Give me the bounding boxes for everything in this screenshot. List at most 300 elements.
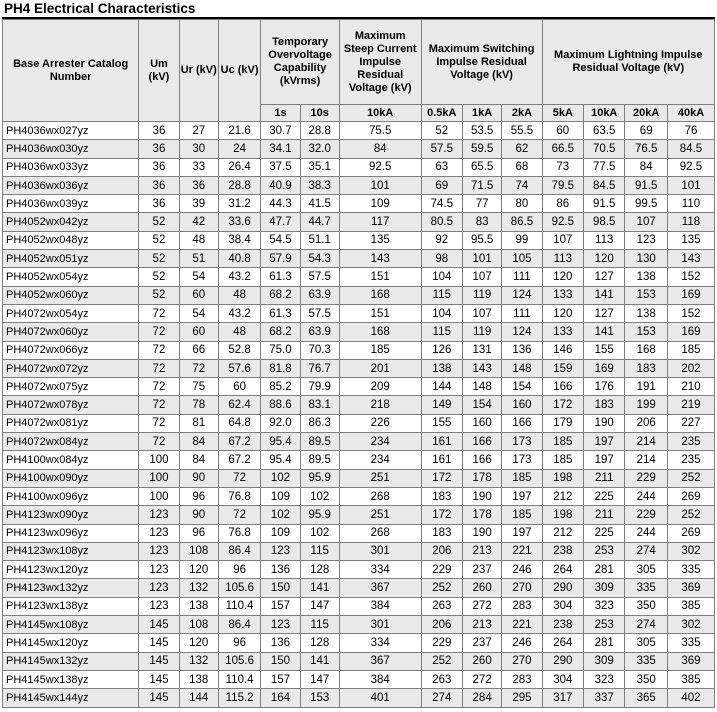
cell-sw-05ka: 229 bbox=[421, 561, 462, 579]
cell-catalog-number: PH4052wx060yz bbox=[3, 286, 139, 304]
cell-sw-1ka: 284 bbox=[463, 689, 502, 707]
cell-uc: 33.6 bbox=[218, 213, 261, 231]
cell-tov-10s: 44.7 bbox=[300, 213, 339, 231]
table-row bbox=[3, 304, 715, 322]
cell-um: 36 bbox=[139, 122, 179, 140]
cell-li-5ka: 238 bbox=[542, 542, 583, 560]
cell-uc: 105.6 bbox=[218, 579, 261, 597]
cell-li-40ka: 101 bbox=[667, 176, 714, 194]
cell-li-20ka: 168 bbox=[625, 341, 668, 359]
table-row bbox=[3, 689, 715, 707]
cell-ur: 60 bbox=[179, 286, 218, 304]
table-row bbox=[3, 414, 715, 432]
cell-sw-05ka: 74.5 bbox=[421, 195, 462, 213]
cell-sw-05ka: 52 bbox=[421, 122, 462, 140]
cell-sw-2ka: 221 bbox=[502, 542, 542, 560]
cell-sw-1ka: 119 bbox=[463, 323, 502, 341]
cell-uc: 67.2 bbox=[218, 451, 261, 469]
cell-sw-1ka: 59.5 bbox=[463, 140, 502, 158]
cell-catalog-number: PH4100wx090yz bbox=[3, 469, 139, 487]
cell-tov-10s: 38.3 bbox=[300, 176, 339, 194]
cell-catalog-number: PH4072wx078yz bbox=[3, 396, 139, 414]
cell-steep-10ka: 201 bbox=[339, 359, 421, 377]
cell-li-20ka: 229 bbox=[625, 469, 668, 487]
cell-sw-1ka: 101 bbox=[463, 250, 502, 268]
header-lightning: Maximum Lightning Impulse Residual Voltage (kV) bbox=[542, 20, 714, 105]
cell-sw-2ka: 160 bbox=[502, 396, 542, 414]
cell-tov-10s: 63.9 bbox=[300, 323, 339, 341]
cell-sw-1ka: 166 bbox=[463, 451, 502, 469]
table-row bbox=[3, 195, 715, 213]
cell-li-40ka: 210 bbox=[667, 378, 714, 396]
cell-catalog-number: PH4036wx027yz bbox=[3, 122, 139, 140]
cell-um: 72 bbox=[139, 378, 179, 396]
cell-li-10ka: 225 bbox=[584, 487, 625, 505]
table-row bbox=[3, 506, 715, 524]
cell-sw-05ka: 206 bbox=[421, 542, 462, 560]
cell-tov-1s: 109 bbox=[261, 524, 300, 542]
cell-li-40ka: 235 bbox=[667, 451, 714, 469]
cell-sw-1ka: 83 bbox=[463, 213, 502, 231]
cell-steep-10ka: 251 bbox=[339, 469, 421, 487]
cell-tov-1s: 123 bbox=[261, 542, 300, 560]
cell-um: 72 bbox=[139, 341, 179, 359]
cell-tov-1s: 37.5 bbox=[261, 158, 300, 176]
cell-uc: 115.2 bbox=[218, 689, 261, 707]
cell-li-10ka: 98.5 bbox=[584, 213, 625, 231]
cell-sw-2ka: 105 bbox=[502, 250, 542, 268]
cell-catalog-number: PH4123wx096yz bbox=[3, 524, 139, 542]
cell-li-40ka: 135 bbox=[667, 231, 714, 249]
cell-li-20ka: 99.5 bbox=[625, 195, 668, 213]
cell-sw-1ka: 119 bbox=[463, 286, 502, 304]
cell-um: 100 bbox=[139, 451, 179, 469]
cell-steep-10ka: 384 bbox=[339, 597, 421, 615]
cell-catalog-number: PH4100wx084yz bbox=[3, 451, 139, 469]
cell-li-40ka: 269 bbox=[667, 524, 714, 542]
cell-tov-10s: 147 bbox=[300, 670, 339, 688]
cell-sw-1ka: 260 bbox=[463, 652, 502, 670]
cell-li-5ka: 179 bbox=[542, 414, 583, 432]
cell-tov-1s: 34.1 bbox=[261, 140, 300, 158]
cell-sw-2ka: 185 bbox=[502, 469, 542, 487]
cell-tov-1s: 150 bbox=[261, 579, 300, 597]
cell-sw-1ka: 272 bbox=[463, 597, 502, 615]
cell-steep-10ka: 151 bbox=[339, 268, 421, 286]
cell-li-5ka: 304 bbox=[542, 670, 583, 688]
cell-ur: 132 bbox=[179, 579, 218, 597]
cell-tov-10s: 28.8 bbox=[300, 122, 339, 140]
cell-ur: 120 bbox=[179, 634, 218, 652]
cell-sw-1ka: 131 bbox=[463, 341, 502, 359]
cell-li-5ka: 79.5 bbox=[542, 176, 583, 194]
cell-tov-10s: 76.7 bbox=[300, 359, 339, 377]
cell-um: 52 bbox=[139, 231, 179, 249]
cell-tov-1s: 61.3 bbox=[261, 304, 300, 322]
cell-uc: 31.2 bbox=[218, 195, 261, 213]
cell-li-40ka: 385 bbox=[667, 597, 714, 615]
cell-tov-1s: 47.7 bbox=[261, 213, 300, 231]
cell-li-5ka: 146 bbox=[542, 341, 583, 359]
cell-li-20ka: 138 bbox=[625, 304, 668, 322]
cell-li-20ka: 199 bbox=[625, 396, 668, 414]
cell-um: 145 bbox=[139, 616, 179, 634]
table-row bbox=[3, 524, 715, 542]
cell-sw-1ka: 95.5 bbox=[463, 231, 502, 249]
cell-sw-2ka: 124 bbox=[502, 323, 542, 341]
cell-li-5ka: 185 bbox=[542, 451, 583, 469]
cell-li-20ka: 91.5 bbox=[625, 176, 668, 194]
cell-tov-10s: 51.1 bbox=[300, 231, 339, 249]
cell-sw-2ka: 246 bbox=[502, 561, 542, 579]
cell-steep-10ka: 268 bbox=[339, 487, 421, 505]
cell-li-10ka: 176 bbox=[584, 378, 625, 396]
cell-tov-1s: 95.4 bbox=[261, 451, 300, 469]
cell-steep-10ka: 209 bbox=[339, 378, 421, 396]
cell-li-5ka: 238 bbox=[542, 616, 583, 634]
cell-li-10ka: 113 bbox=[584, 231, 625, 249]
cell-li-40ka: 143 bbox=[667, 250, 714, 268]
cell-li-10ka: 91.5 bbox=[584, 195, 625, 213]
cell-sw-05ka: 149 bbox=[421, 396, 462, 414]
cell-sw-1ka: 190 bbox=[463, 487, 502, 505]
cell-li-5ka: 73 bbox=[542, 158, 583, 176]
cell-sw-1ka: 160 bbox=[463, 414, 502, 432]
cell-steep-10ka: 334 bbox=[339, 634, 421, 652]
cell-catalog-number: PH4123wx132yz bbox=[3, 579, 139, 597]
cell-steep-10ka: 75.5 bbox=[339, 122, 421, 140]
cell-catalog-number: PH4036wx036yz bbox=[3, 176, 139, 194]
cell-sw-05ka: 183 bbox=[421, 487, 462, 505]
cell-uc: 57.6 bbox=[218, 359, 261, 377]
cell-sw-05ka: 63 bbox=[421, 158, 462, 176]
cell-um: 123 bbox=[139, 542, 179, 560]
header-switching: Maximum Switching Impulse Residual Voltage (kV) bbox=[421, 20, 542, 105]
cell-uc: 21.6 bbox=[218, 122, 261, 140]
cell-uc: 26.4 bbox=[218, 158, 261, 176]
header-li-5ka: 5kA bbox=[542, 105, 583, 122]
cell-li-20ka: 183 bbox=[625, 359, 668, 377]
cell-sw-1ka: 166 bbox=[463, 433, 502, 451]
cell-um: 123 bbox=[139, 506, 179, 524]
cell-tov-10s: 141 bbox=[300, 579, 339, 597]
cell-tov-10s: 95.9 bbox=[300, 506, 339, 524]
cell-li-10ka: 281 bbox=[584, 634, 625, 652]
cell-sw-1ka: 237 bbox=[463, 561, 502, 579]
cell-li-40ka: 76 bbox=[667, 122, 714, 140]
cell-ur: 96 bbox=[179, 487, 218, 505]
cell-sw-1ka: 77 bbox=[463, 195, 502, 213]
cell-ur: 54 bbox=[179, 304, 218, 322]
cell-sw-1ka: 53.5 bbox=[463, 122, 502, 140]
cell-ur: 144 bbox=[179, 689, 218, 707]
cell-uc: 48 bbox=[218, 286, 261, 304]
cell-tov-1s: 57.9 bbox=[261, 250, 300, 268]
cell-tov-10s: 63.9 bbox=[300, 286, 339, 304]
cell-ur: 108 bbox=[179, 542, 218, 560]
cell-li-10ka: 197 bbox=[584, 451, 625, 469]
cell-tov-10s: 32.0 bbox=[300, 140, 339, 158]
cell-sw-2ka: 270 bbox=[502, 579, 542, 597]
cell-tov-1s: 40.9 bbox=[261, 176, 300, 194]
cell-li-40ka: 169 bbox=[667, 286, 714, 304]
cell-sw-1ka: 213 bbox=[463, 542, 502, 560]
cell-steep-10ka: 367 bbox=[339, 579, 421, 597]
cell-li-40ka: 402 bbox=[667, 689, 714, 707]
cell-um: 100 bbox=[139, 469, 179, 487]
cell-catalog-number: PH4036wx033yz bbox=[3, 158, 139, 176]
cell-sw-2ka: 68 bbox=[502, 158, 542, 176]
cell-tov-1s: 136 bbox=[261, 634, 300, 652]
cell-steep-10ka: 135 bbox=[339, 231, 421, 249]
cell-tov-1s: 136 bbox=[261, 561, 300, 579]
cell-tov-10s: 57.5 bbox=[300, 268, 339, 286]
table-row bbox=[3, 634, 715, 652]
cell-li-10ka: 197 bbox=[584, 433, 625, 451]
cell-li-40ka: 92.5 bbox=[667, 158, 714, 176]
cell-li-20ka: 138 bbox=[625, 268, 668, 286]
cell-uc: 76.8 bbox=[218, 487, 261, 505]
cell-tov-10s: 128 bbox=[300, 561, 339, 579]
cell-li-5ka: 66.5 bbox=[542, 140, 583, 158]
cell-ur: 54 bbox=[179, 268, 218, 286]
cell-li-20ka: 244 bbox=[625, 524, 668, 542]
cell-sw-05ka: 155 bbox=[421, 414, 462, 432]
table-row bbox=[3, 451, 715, 469]
cell-um: 72 bbox=[139, 304, 179, 322]
cell-li-10ka: 323 bbox=[584, 597, 625, 615]
cell-li-5ka: 107 bbox=[542, 231, 583, 249]
cell-sw-05ka: 263 bbox=[421, 670, 462, 688]
cell-sw-05ka: 263 bbox=[421, 597, 462, 615]
cell-tov-1s: 102 bbox=[261, 506, 300, 524]
cell-um: 72 bbox=[139, 359, 179, 377]
cell-tov-10s: 57.5 bbox=[300, 304, 339, 322]
cell-uc: 86.4 bbox=[218, 616, 261, 634]
cell-ur: 75 bbox=[179, 378, 218, 396]
cell-catalog-number: PH4052wx048yz bbox=[3, 231, 139, 249]
cell-ur: 81 bbox=[179, 414, 218, 432]
cell-li-10ka: 63.5 bbox=[584, 122, 625, 140]
header-tov-10s: 10s bbox=[300, 105, 339, 122]
cell-tov-10s: 95.9 bbox=[300, 469, 339, 487]
cell-ur: 39 bbox=[179, 195, 218, 213]
header-catalog: Base Arrester Catalog Number bbox=[3, 20, 139, 122]
cell-li-10ka: 77.5 bbox=[584, 158, 625, 176]
cell-li-20ka: 244 bbox=[625, 487, 668, 505]
cell-tov-10s: 89.5 bbox=[300, 433, 339, 451]
table-row bbox=[3, 213, 715, 231]
cell-li-20ka: 76.5 bbox=[625, 140, 668, 158]
cell-li-10ka: 337 bbox=[584, 689, 625, 707]
cell-steep-10ka: 109 bbox=[339, 195, 421, 213]
cell-uc: 67.2 bbox=[218, 433, 261, 451]
cell-li-10ka: 253 bbox=[584, 616, 625, 634]
cell-ur: 108 bbox=[179, 616, 218, 634]
cell-catalog-number: PH4052wx042yz bbox=[3, 213, 139, 231]
cell-li-40ka: 152 bbox=[667, 268, 714, 286]
cell-tov-1s: 157 bbox=[261, 597, 300, 615]
cell-ur: 120 bbox=[179, 561, 218, 579]
table-row bbox=[3, 469, 715, 487]
cell-sw-1ka: 213 bbox=[463, 616, 502, 634]
cell-li-10ka: 211 bbox=[584, 469, 625, 487]
cell-sw-05ka: 172 bbox=[421, 469, 462, 487]
cell-sw-2ka: 197 bbox=[502, 524, 542, 542]
cell-steep-10ka: 401 bbox=[339, 689, 421, 707]
cell-tov-1s: 123 bbox=[261, 616, 300, 634]
cell-catalog-number: PH4072wx081yz bbox=[3, 414, 139, 432]
cell-steep-10ka: 334 bbox=[339, 561, 421, 579]
cell-sw-2ka: 246 bbox=[502, 634, 542, 652]
cell-sw-1ka: 272 bbox=[463, 670, 502, 688]
cell-uc: 28.8 bbox=[218, 176, 261, 194]
cell-li-40ka: 185 bbox=[667, 341, 714, 359]
cell-li-10ka: 253 bbox=[584, 542, 625, 560]
table-row bbox=[3, 433, 715, 451]
cell-tov-10s: 79.9 bbox=[300, 378, 339, 396]
cell-tov-1s: 157 bbox=[261, 670, 300, 688]
cell-tov-1s: 164 bbox=[261, 689, 300, 707]
cell-li-10ka: 141 bbox=[584, 286, 625, 304]
cell-catalog-number: PH4145wx132yz bbox=[3, 652, 139, 670]
cell-tov-10s: 115 bbox=[300, 542, 339, 560]
cell-uc: 60 bbox=[218, 378, 261, 396]
cell-ur: 51 bbox=[179, 250, 218, 268]
cell-sw-2ka: 283 bbox=[502, 597, 542, 615]
cell-sw-05ka: 144 bbox=[421, 378, 462, 396]
cell-li-20ka: 123 bbox=[625, 231, 668, 249]
cell-sw-2ka: 166 bbox=[502, 414, 542, 432]
cell-sw-2ka: 80 bbox=[502, 195, 542, 213]
cell-li-10ka: 141 bbox=[584, 323, 625, 341]
cell-li-5ka: 92.5 bbox=[542, 213, 583, 231]
cell-steep-10ka: 218 bbox=[339, 396, 421, 414]
cell-sw-05ka: 115 bbox=[421, 323, 462, 341]
cell-uc: 43.2 bbox=[218, 268, 261, 286]
cell-catalog-number: PH4123wx108yz bbox=[3, 542, 139, 560]
cell-ur: 90 bbox=[179, 506, 218, 524]
cell-sw-05ka: 104 bbox=[421, 304, 462, 322]
cell-sw-2ka: 74 bbox=[502, 176, 542, 194]
cell-sw-2ka: 55.5 bbox=[502, 122, 542, 140]
cell-li-5ka: 120 bbox=[542, 304, 583, 322]
cell-um: 52 bbox=[139, 268, 179, 286]
cell-sw-2ka: 111 bbox=[502, 304, 542, 322]
cell-ur: 84 bbox=[179, 433, 218, 451]
cell-li-5ka: 185 bbox=[542, 433, 583, 451]
cell-li-5ka: 60 bbox=[542, 122, 583, 140]
cell-um: 52 bbox=[139, 250, 179, 268]
cell-sw-2ka: 136 bbox=[502, 341, 542, 359]
cell-uc: 24 bbox=[218, 140, 261, 158]
cell-li-5ka: 212 bbox=[542, 524, 583, 542]
cell-tov-1s: 81.8 bbox=[261, 359, 300, 377]
cell-tov-1s: 61.3 bbox=[261, 268, 300, 286]
cell-uc: 96 bbox=[218, 561, 261, 579]
cell-steep-10ka: 117 bbox=[339, 213, 421, 231]
cell-sw-1ka: 154 bbox=[463, 396, 502, 414]
cell-catalog-number: PH4052wx054yz bbox=[3, 268, 139, 286]
cell-catalog-number: PH4072wx084yz bbox=[3, 433, 139, 451]
cell-tov-1s: 75.0 bbox=[261, 341, 300, 359]
cell-tov-10s: 54.3 bbox=[300, 250, 339, 268]
cell-tov-1s: 54.5 bbox=[261, 231, 300, 249]
cell-uc: 105.6 bbox=[218, 652, 261, 670]
cell-li-5ka: 317 bbox=[542, 689, 583, 707]
cell-steep-10ka: 185 bbox=[339, 341, 421, 359]
header-li-10ka: 10kA bbox=[584, 105, 625, 122]
cell-li-5ka: 212 bbox=[542, 487, 583, 505]
cell-uc: 43.2 bbox=[218, 304, 261, 322]
cell-steep-10ka: 151 bbox=[339, 304, 421, 322]
cell-catalog-number: PH4072wx060yz bbox=[3, 323, 139, 341]
cell-catalog-number: PH4072wx066yz bbox=[3, 341, 139, 359]
table-title: PH4 Electrical Characteristics bbox=[4, 1, 196, 16]
cell-um: 36 bbox=[139, 195, 179, 213]
cell-li-5ka: 113 bbox=[542, 250, 583, 268]
cell-sw-2ka: 86.5 bbox=[502, 213, 542, 231]
cell-catalog-number: PH4072wx054yz bbox=[3, 304, 139, 322]
cell-li-10ka: 155 bbox=[584, 341, 625, 359]
cell-catalog-number: PH4036wx039yz bbox=[3, 195, 139, 213]
cell-li-5ka: 304 bbox=[542, 597, 583, 615]
cell-uc: 40.8 bbox=[218, 250, 261, 268]
cell-li-10ka: 309 bbox=[584, 652, 625, 670]
table-row bbox=[3, 597, 715, 615]
cell-um: 72 bbox=[139, 414, 179, 432]
cell-ur: 42 bbox=[179, 213, 218, 231]
cell-ur: 66 bbox=[179, 341, 218, 359]
cell-catalog-number: PH4145wx138yz bbox=[3, 670, 139, 688]
cell-tov-10s: 102 bbox=[300, 487, 339, 505]
cell-li-20ka: 305 bbox=[625, 634, 668, 652]
cell-uc: 72 bbox=[218, 506, 261, 524]
table-row bbox=[3, 670, 715, 688]
cell-um: 52 bbox=[139, 286, 179, 304]
cell-li-40ka: 219 bbox=[667, 396, 714, 414]
cell-catalog-number: PH4072wx072yz bbox=[3, 359, 139, 377]
cell-steep-10ka: 301 bbox=[339, 616, 421, 634]
cell-li-10ka: 309 bbox=[584, 579, 625, 597]
cell-li-40ka: 202 bbox=[667, 359, 714, 377]
cell-um: 72 bbox=[139, 433, 179, 451]
cell-li-20ka: 305 bbox=[625, 561, 668, 579]
cell-catalog-number: PH4123wx090yz bbox=[3, 506, 139, 524]
cell-sw-1ka: 190 bbox=[463, 524, 502, 542]
header-li-20ka: 20kA bbox=[625, 105, 668, 122]
cell-steep-10ka: 234 bbox=[339, 433, 421, 451]
cell-li-20ka: 153 bbox=[625, 286, 668, 304]
cell-li-10ka: 190 bbox=[584, 414, 625, 432]
cell-um: 145 bbox=[139, 652, 179, 670]
cell-tov-1s: 85.2 bbox=[261, 378, 300, 396]
cell-uc: 48 bbox=[218, 323, 261, 341]
cell-li-5ka: 264 bbox=[542, 634, 583, 652]
cell-steep-10ka: 226 bbox=[339, 414, 421, 432]
cell-sw-2ka: 295 bbox=[502, 689, 542, 707]
table-row bbox=[3, 250, 715, 268]
cell-steep-10ka: 168 bbox=[339, 323, 421, 341]
cell-li-5ka: 120 bbox=[542, 268, 583, 286]
cell-li-20ka: 229 bbox=[625, 506, 668, 524]
cell-ur: 84 bbox=[179, 451, 218, 469]
cell-li-40ka: 369 bbox=[667, 652, 714, 670]
header-steep: Maximum Steep Current Impulse Residual Voltage (kV) bbox=[339, 20, 421, 105]
cell-li-20ka: 130 bbox=[625, 250, 668, 268]
cell-uc: 72 bbox=[218, 469, 261, 487]
cell-tov-1s: 30.7 bbox=[261, 122, 300, 140]
